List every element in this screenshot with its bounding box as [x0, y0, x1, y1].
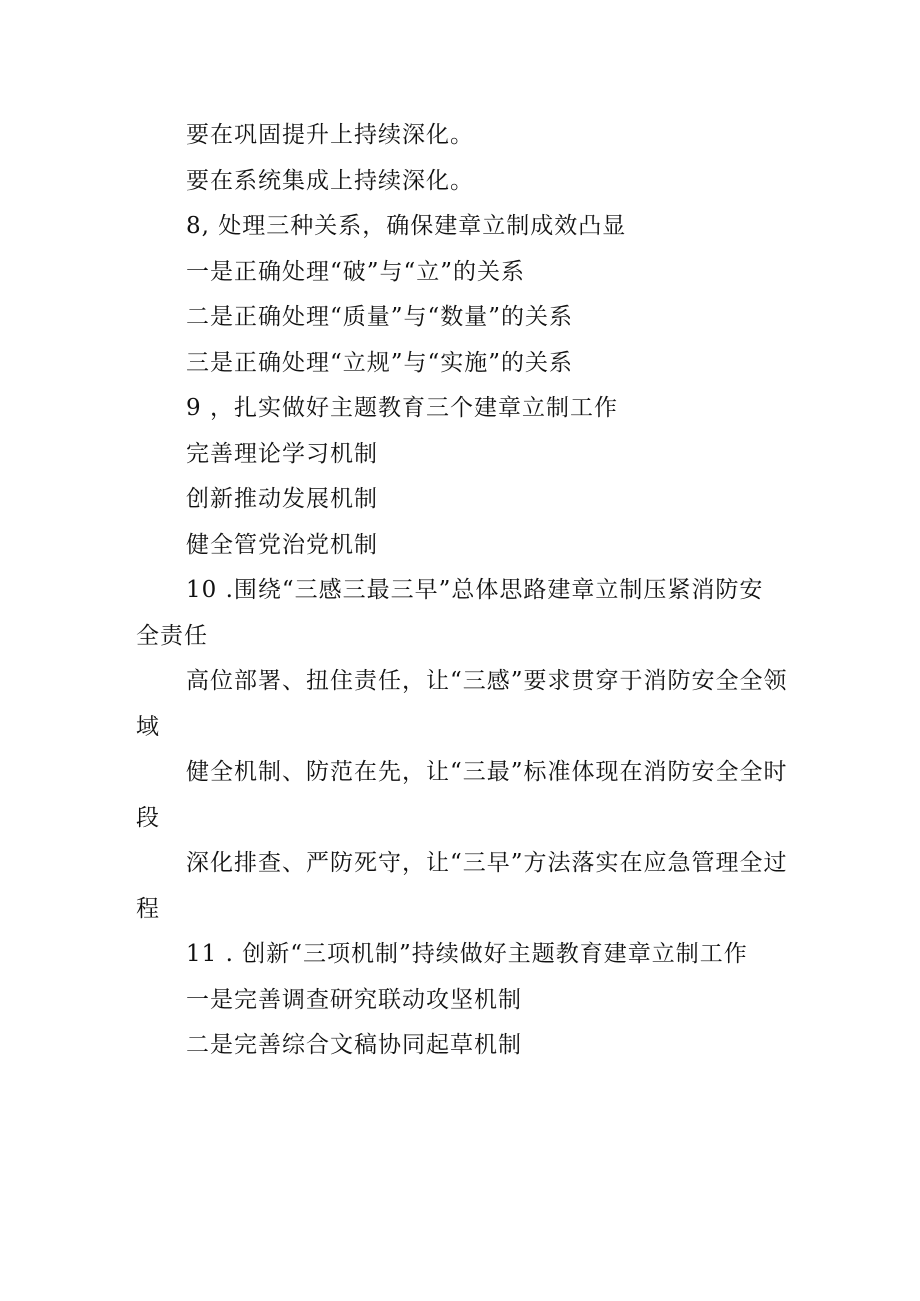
paragraph-a-line-1: 高位部署、扭住责任，让“三感”要求贯穿于消防安全全领 [186, 668, 788, 694]
heading-10-line-2: 全责任 [136, 622, 208, 649]
text-line-10: 健全管党治党机制 [186, 531, 378, 558]
text-line-8: 完善理论学习机制 [186, 440, 378, 467]
paragraph-c-line-2: 程 [136, 895, 160, 922]
paragraph-c-line-1: 深化排查、严防死守，让“三早”方法落实在应急管理全过 [186, 850, 788, 876]
text-line-tail-2: 一是完善调查研究联动攻坚机制 [186, 986, 522, 1013]
paragraph-b-line-2: 段 [136, 804, 160, 831]
document-body [136, 113, 796, 1069]
heading-10-line-1: 10 .围绕“三感三最三早”总体思路建章立制压紧消防安 [186, 577, 764, 603]
text-line-1: 要在巩固提升上持续深化。 [186, 122, 474, 148]
heading-9: 9 ，扎实做好主题教育三个建章立制工作 [186, 395, 618, 421]
heading-8: 8, 处理三种关系，确保建章立制成效凸显 [186, 213, 627, 239]
text-line-9: 创新推动发展机制 [186, 486, 378, 512]
paragraph-a-line-2: 域 [136, 713, 160, 740]
text-line-4: 一是正确处理“破”与“立”的关系 [186, 258, 526, 285]
text-line-5: 二是正确处理“质量”与“数量”的关系 [186, 304, 574, 330]
text-line-6: 三是正确处理“立规”与“实施”的关系 [186, 349, 574, 376]
text-line-2: 要在系统集成上持续深化。 [186, 167, 474, 194]
paragraph-b-line-1: 健全机制、防范在先，让“三最”标准体现在消防安全全时 [186, 759, 788, 785]
text-line-tail-3: 二是完善综合文稿协同起草机制 [186, 1032, 522, 1058]
heading-11: 11 . 创新“三项机制”持续做好主题教育建章立制工作 [186, 941, 748, 967]
